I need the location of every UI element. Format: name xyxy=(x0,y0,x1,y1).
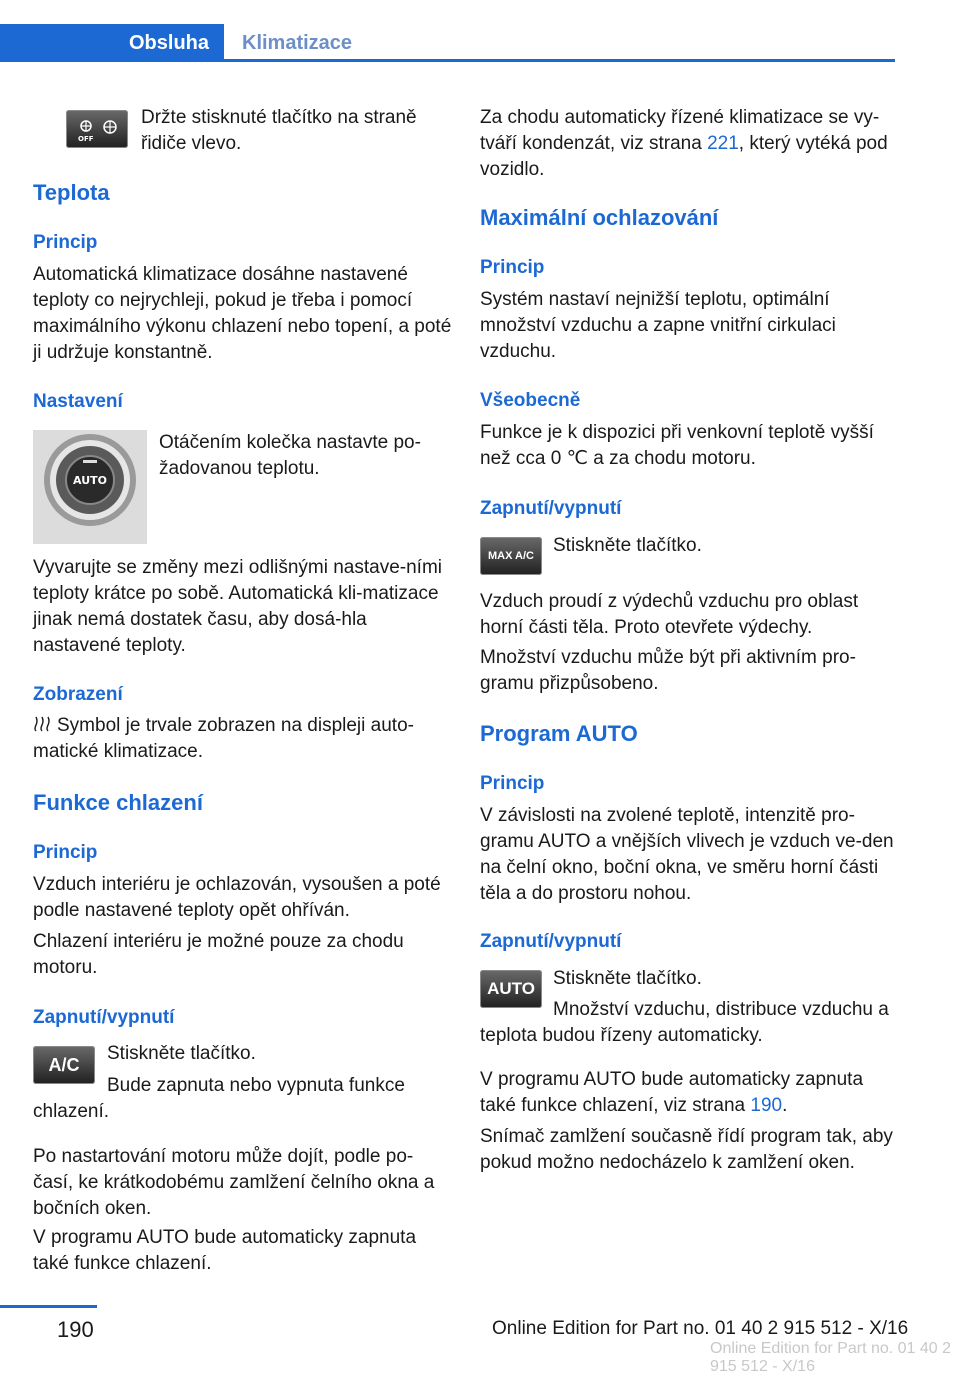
max-ac-button-image xyxy=(480,537,542,575)
edition-text: Online Edition for Part no. 01 40 2 915 512 - X/16 xyxy=(492,1318,909,1339)
paragraph-v-programu-auto-left: V programu AUTO bude automaticky zapnuta také funkce chlazení. xyxy=(33,1227,417,1274)
paragraph-vzduch-proudi: Vzduch proudí z výdechů vzduchu pro oblast horní části těla. Proto otevřete výdechy. xyxy=(480,591,859,638)
paragraph-mnozstvi-muze: Množství vzduchu může být při aktivním pro‐gramu přizpůsobeno. xyxy=(480,647,856,694)
paragraph-system: Systém nastaví nejnižší teplotu, optimální množství vzduchu a zapne vnitřní cirkulaci vzduchu. xyxy=(480,289,836,362)
auto-button-label: AUTO xyxy=(487,979,535,998)
max-ac-button-label: MAX A/C xyxy=(487,550,535,562)
heading-teplota: Teplota xyxy=(33,180,110,205)
paragraph-vzduch-interieru: Vzduch interiéru je ochlazován, vysoušen a poté podle nastavené teploty opět ohříván. xyxy=(33,874,441,921)
knob-auto-label: AUTO xyxy=(73,474,107,487)
header-tabs xyxy=(0,24,895,62)
tab-obsluha-label: Obsluha xyxy=(129,32,210,54)
subheading-zapnuti-3: Zapnutí/vypnutí xyxy=(480,931,622,952)
paragraph-mnozstvi-distribuce: Množství vzduchu, distribuce vzduchu a teplota budou řízeny automaticky. xyxy=(480,999,889,1046)
paragraph-automaticka-klimatizace: Automatická klimatizace dosáhne nastavené teploty co nejrychleji, pokud je třeba i pomocí maximálního výkonu chlazení nebo topení, a poté ji udržuje konstantně. xyxy=(33,264,452,363)
tab-obsluha[interactable] xyxy=(0,24,224,62)
paragraph-v-programu-auto-right xyxy=(480,1067,895,1119)
page-number: 190 xyxy=(57,1317,94,1342)
subheading-princip-3: Princip xyxy=(480,257,545,278)
paragraph-v-zavislosti: V závislosti na zvolené teplotě, intenzitě pro‐gramu AUTO a vnějších vlivech je vzduch ve‐den na čelní okno, boční okna, ve směru horní části těla a do prostoru nohou. xyxy=(480,805,894,904)
paragraph-stisknete-2: Stiskněte tlačítko. xyxy=(553,535,702,556)
subheading-princip-4: Princip xyxy=(480,773,545,794)
ac-button-label: A/C xyxy=(48,1054,80,1075)
subheading-vseobecne: Všeobecně xyxy=(480,390,581,411)
fan-off-icon xyxy=(66,110,128,148)
paragraph-bude-zapnuta: Bude zapnuta nebo vypnuta funkce chlazení. xyxy=(33,1075,405,1122)
paragraph-drzte: Držte stisknuté tlačítko na straně řidiče vlevo. xyxy=(141,107,417,154)
svg-text:OFF: OFF xyxy=(78,135,94,143)
paragraph-po-nastartovani: Po nastartování motoru může dojít, podle po‐časí, ke krátkodobému zamlžení čelního okna a bočních oken. xyxy=(33,1146,435,1219)
link-page-190[interactable]: 190 xyxy=(750,1095,783,1116)
paragraph-otacenim: Otáčením kolečka nastavte po‐žadovanou teplotu. xyxy=(159,432,421,479)
paragraph-chlazeni-mozne: Chlazení interiéru je možné pouze za chodu motoru. xyxy=(33,931,404,978)
subheading-princip-2: Princip xyxy=(33,842,98,863)
paragraph-funkce-k-dispozici: Funkce je k dispozici při venkovní teplotě vyšší než cca 0 ℃ a za chodu motoru. xyxy=(480,422,874,469)
footer-divider xyxy=(0,1305,97,1308)
paragraph-symbol: Symbol je trvale zobrazen na displeji auto‐matické klimatizace. xyxy=(33,715,414,762)
heading-maximalni-ochlazovani: Maximální ochlazování xyxy=(480,205,719,230)
subheading-zapnuti-2: Zapnutí/vypnutí xyxy=(480,498,622,519)
tab-klimatizace[interactable]: Klimatizace xyxy=(242,32,353,54)
v-programu-text-b: . xyxy=(782,1095,788,1116)
paragraph-stisknete-3: Stiskněte tlačítko. xyxy=(553,968,702,989)
header-divider xyxy=(224,59,895,62)
watermark-text: Online Edition for Part no. 01 40 2 915 512 - X/16 xyxy=(710,1340,952,1375)
kondenzat-text-a: Za chodu automaticky řízené klimatizace se vy‐tváří kondenzát, viz strana xyxy=(480,107,880,154)
subheading-princip-1: Princip xyxy=(33,232,98,253)
temperature-knob-image xyxy=(33,430,147,544)
link-page-221[interactable]: 221 xyxy=(707,133,739,154)
heading-program-auto: Program AUTO xyxy=(480,721,638,746)
paragraph-stisknete-1: Stiskněte tlačítko. xyxy=(107,1043,256,1064)
heading-funkce-chlazeni: Funkce chlazení xyxy=(33,790,203,815)
paragraph-kondenzat xyxy=(480,105,895,183)
subheading-zapnuti-1: Zapnutí/vypnutí xyxy=(33,1007,175,1028)
paragraph-vyvarujte: Vyvarujte se změny mezi odlišnými nastave‐ními teploty krátce po sobě. Automatická kli‐matizace jinak nemá dostatek času, aby dosá‐hla nastavené teploty. xyxy=(33,557,442,656)
subheading-nastaveni: Nastavení xyxy=(33,391,123,412)
kondenzat-text-b: , který vytéká pod vozidlo. xyxy=(480,133,888,180)
fan-off-button-image xyxy=(66,110,128,148)
paragraph-snimac: Snímač zamlžení současně řídí program tak, aby pokud možno nedocházelo k zamlžení oken. xyxy=(480,1126,893,1173)
v-programu-text-a: V programu AUTO bude automaticky zapnuta také funkce chlazení, viz strana xyxy=(480,1069,864,1116)
subheading-zobrazeni: Zobrazení xyxy=(33,684,123,705)
